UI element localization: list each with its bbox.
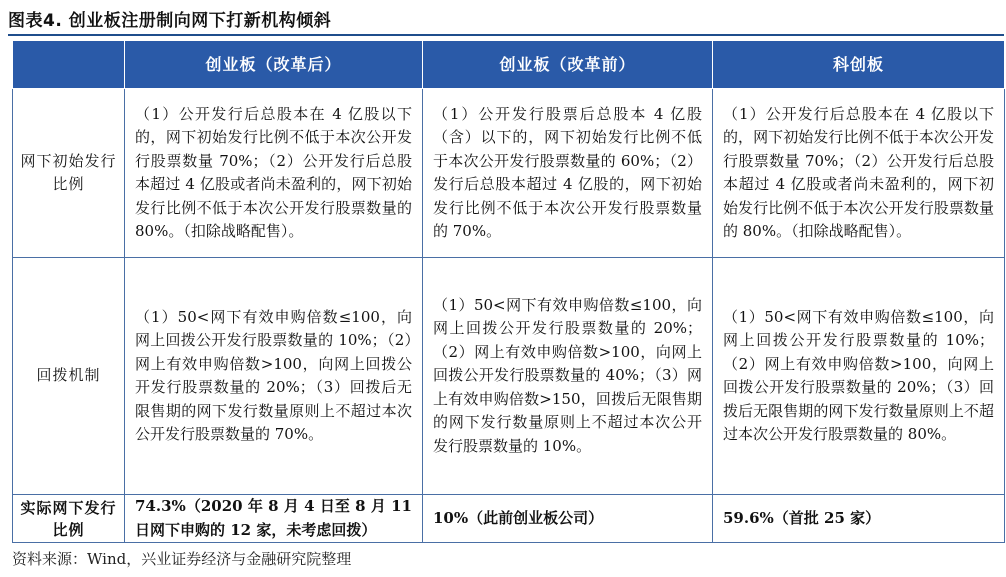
table-cell: 10%（此前创业板公司） bbox=[423, 495, 713, 543]
figure-title: 图表4. 创业板注册制向网下打新机构倾斜 bbox=[8, 11, 332, 31]
comparison-table bbox=[12, 40, 1005, 543]
table-cell: （1）公开发行股票后总股本 4 亿股（含）以下的，网下初始发行比例不低于本次公开发行股票数量的 60%；（2）发行后总股本超过 4 亿股的，网下初始发行比例不低于本次公开发行股票数量的 70%。 bbox=[423, 89, 713, 258]
header-gem-after-reform: 创业板（改革后） bbox=[125, 41, 423, 89]
table-row bbox=[13, 495, 1005, 543]
row-label-actual-ratio: 实际网下发行比例 bbox=[13, 495, 125, 543]
row-label-initial-ratio: 网下初始发行比例 bbox=[13, 89, 125, 258]
table-cell: 74.3%（2020 年 8 月 4 日至 8 月 11 日网下申购的 12 家，未考虑回拨） bbox=[125, 495, 423, 543]
table-cell: （1）50<网下有效申购倍数≤100，向网上回拨公开发行股票数量的 10%；（2）网上有效申购倍数>100，向网上回拨公开发行股票数量的 20%；（3）回拨后无限售期的网下发行数量原则上不超过本次公开发行股票数量的 70%。 bbox=[125, 258, 423, 495]
table-cell: （1）50<网下有效申购倍数≤100，向网上回拨公开发行股票数量的 10%；（2）网上有效申购倍数>100，向网上回拨公开发行股票数量的 20%；（3）回拨后无限售期的网下发行数量原则上不超过本次公开发行股票数量的 80%。 bbox=[713, 258, 1005, 495]
header-corner-cell bbox=[13, 41, 125, 89]
table-header-row bbox=[13, 41, 1005, 89]
table-cell: （1）50<网下有效申购倍数≤100，向网上回拨公开发行股票数量的 20%；（2）网上有效申购倍数>100，向网上回拨公开发行股票数量的 40%；（3）网上有效申购倍数>150，回拨后无限售期的网下发行数量原则上不超过本次公开发行股票数量的 10%。 bbox=[423, 258, 713, 495]
table-cell: 59.6%（首批 25 家） bbox=[713, 495, 1005, 543]
header-star-market: 科创板 bbox=[713, 41, 1005, 89]
table-row bbox=[13, 258, 1005, 495]
title-divider bbox=[8, 34, 1004, 36]
row-label-clawback: 回拨机制 bbox=[13, 258, 125, 495]
table-cell: （1）公开发行后总股本在 4 亿股以下的，网下初始发行比例不低于本次公开发行股票数量 70%；（2）公开发行后总股本超过 4 亿股或者尚未盈利的，网下初始发行比例不低于本次公开发行股票数量的 80%。（扣除战略配售）。 bbox=[125, 89, 423, 258]
table-row bbox=[13, 89, 1005, 258]
table-cell: （1）公开发行后总股本在 4 亿股以下的，网下初始发行比例不低于本次公开发行股票数量 70%；（2）公开发行后总股本超过 4 亿股或者尚未盈利的，网下初始发行比例不低于本次公开发行股票数量的 80%。（扣除战略配售）。 bbox=[713, 89, 1005, 258]
header-gem-before-reform: 创业板（改革前） bbox=[423, 41, 713, 89]
source-note: 资料来源：Wind，兴业证券经济与金融研究院整理 bbox=[12, 550, 352, 568]
